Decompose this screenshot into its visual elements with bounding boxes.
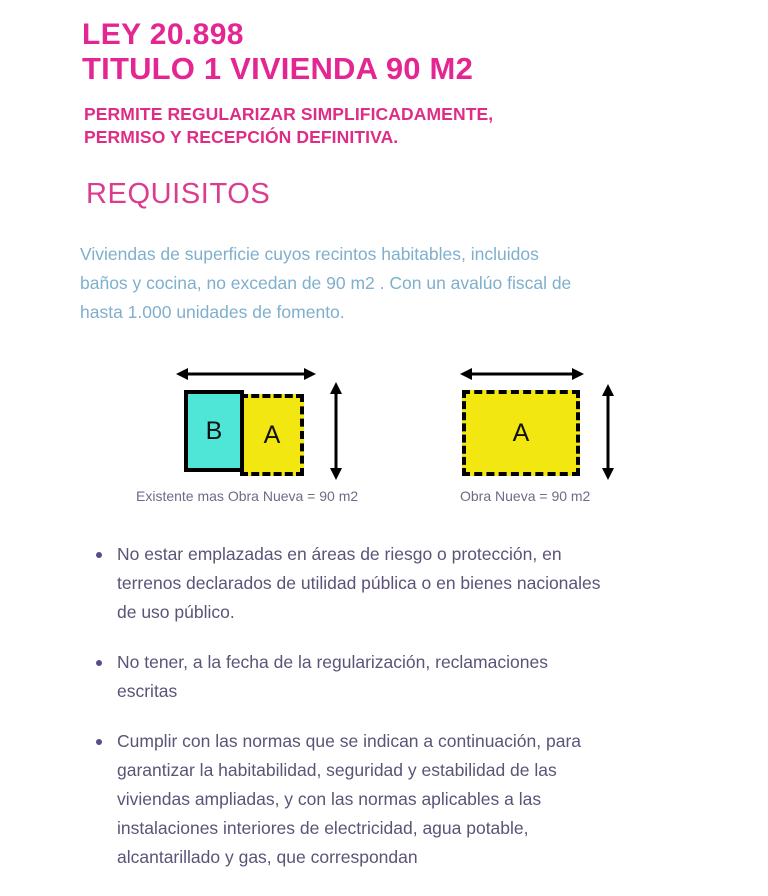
- requirement-1-line-2: terrenos declarados de utilidad pública o en bienes nacionales: [117, 573, 601, 593]
- diagram-box-a-label: A: [263, 420, 281, 449]
- intro-line-3: hasta 1.000 unidades de fomento.: [80, 302, 345, 322]
- vertical-double-arrow-icon: [600, 384, 618, 480]
- bullet-dot-icon: [96, 660, 102, 666]
- diagram-box-b-label: B: [205, 416, 223, 445]
- requirement-3-line-1: Cumplir con las normas que se indican a continuación, para: [117, 731, 582, 751]
- title-line-1: LEY 20.898: [82, 18, 244, 51]
- vertical-double-arrow-icon: [328, 382, 346, 480]
- horizontal-double-arrow-icon: [176, 366, 316, 384]
- intro-line-2: baños y cocina, no excedan de 90 m2 . Con un avalúo fiscal de: [80, 273, 572, 293]
- list-item: [92, 540, 692, 627]
- bullet-dot-icon: [96, 552, 102, 558]
- subtitle-line-2: PERMISO Y RECEPCIÓN DEFINITIVA.: [84, 127, 399, 147]
- requirement-3-line-3: viviendas ampliadas, y con las normas aplicables a las: [117, 789, 542, 809]
- list-item: [92, 648, 692, 706]
- diagram-box-b-existente: [184, 390, 244, 472]
- subtitle-line-1: PERMITE REGULARIZAR SIMPLIFICADAMENTE,: [84, 104, 494, 124]
- diagram-box-a2-label: A: [512, 418, 530, 447]
- list-item: [92, 727, 692, 872]
- section-title-requisitos: REQUISITOS: [86, 178, 271, 210]
- title-line-2: TITULO 1 VIVIENDA 90 M2: [82, 51, 474, 86]
- requirement-1-line-3: de uso público.: [117, 602, 235, 622]
- subtitle: [84, 103, 744, 149]
- diagram-group: [0, 358, 768, 518]
- intro-paragraph: [80, 240, 642, 327]
- requirements-list: [92, 540, 692, 872]
- requirement-text-3: [117, 727, 692, 872]
- diagram-box-a2-obra-nueva: [462, 390, 580, 476]
- diagram-caption-1: Existente mas Obra Nueva = 90 m2: [136, 488, 359, 504]
- requirement-3-line-5: alcantarillado y gas, que correspondan: [117, 847, 418, 867]
- requirement-3-line-2: garantizar la habitabilidad, seguridad y estabilidad de las: [117, 760, 557, 780]
- requirement-text-2: [117, 648, 692, 706]
- intro-line-1: Viviendas de superficie cuyos recintos habitables, incluidos: [80, 244, 539, 264]
- page-title: [82, 18, 732, 86]
- diagram-box-a-obra-nueva: [240, 394, 304, 476]
- requirement-2-line-1: No tener, a la fecha de la regularización, reclamaciones: [117, 652, 548, 672]
- requirement-3-line-4: instalaciones interiores de electricidad, agua potable,: [117, 818, 529, 838]
- horizontal-double-arrow-icon: [460, 366, 584, 384]
- bullet-dot-icon: [96, 739, 102, 745]
- requirement-2-line-2: escritas: [117, 681, 178, 701]
- requirement-1-line-1: No estar emplazadas en áreas de riesgo o protección, en: [117, 544, 562, 564]
- diagram-caption-2: Obra Nueva = 90 m2: [460, 488, 591, 504]
- requirement-text-1: [117, 540, 692, 627]
